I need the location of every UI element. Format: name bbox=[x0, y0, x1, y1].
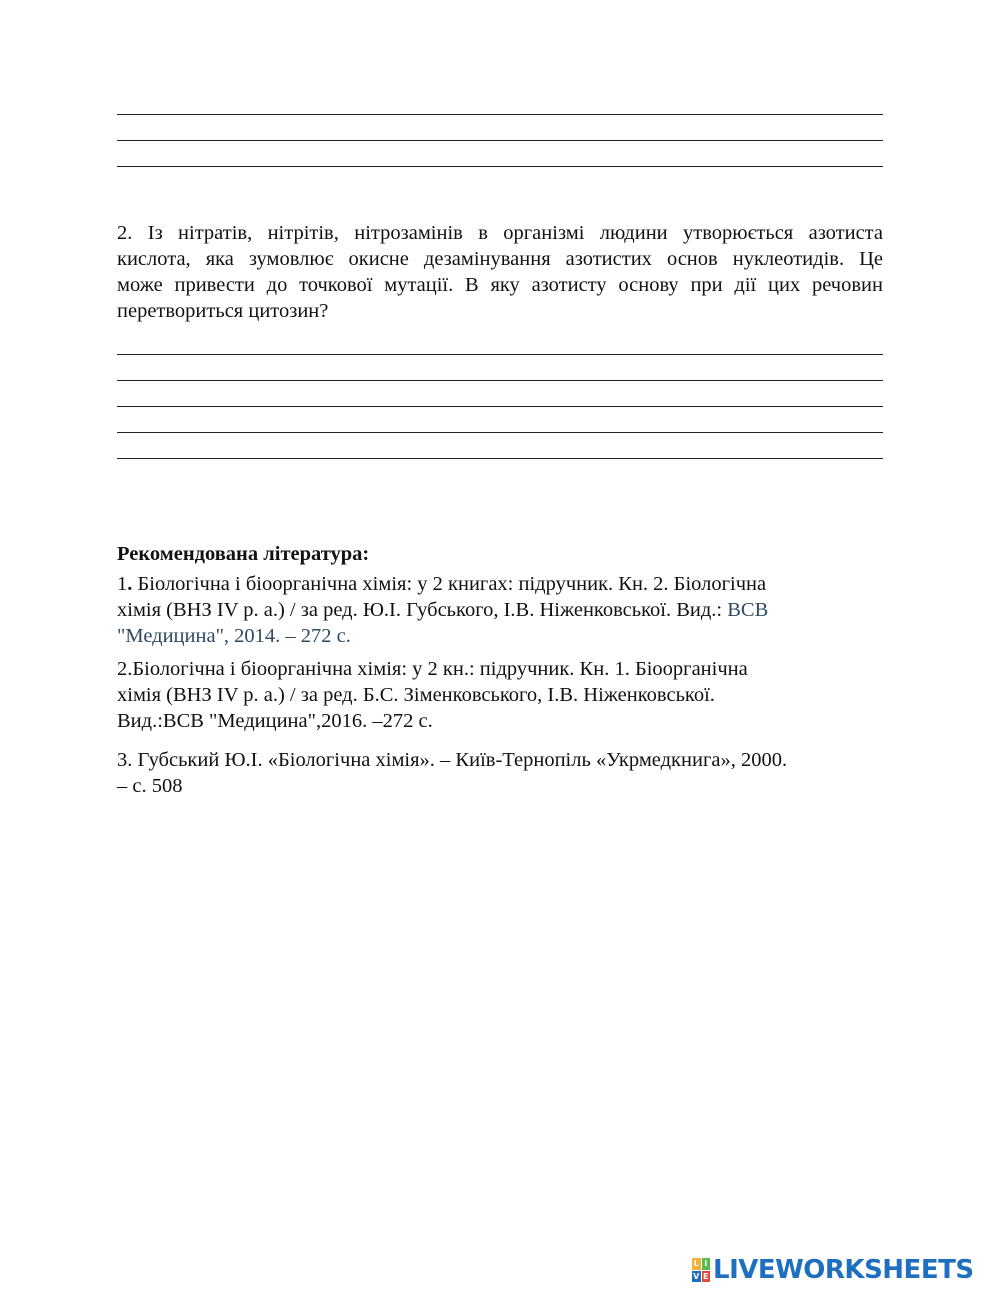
answer-line[interactable] bbox=[117, 406, 883, 407]
answer-line[interactable] bbox=[117, 140, 883, 141]
reference-1 bbox=[117, 571, 768, 649]
reference-text: хімія (ВНЗ IV р. а.) / за ред. Ю.І. Губського, І.В. Ніженковської. Вид.: bbox=[117, 599, 728, 621]
liveworksheets-logo bbox=[692, 1256, 974, 1284]
reference-text: Вид.:ВСВ "Медицина",2016. –272 с. bbox=[117, 710, 433, 732]
question-2 bbox=[117, 220, 883, 324]
reference-number: 1 bbox=[117, 573, 128, 595]
reference-2 bbox=[117, 656, 748, 734]
reference-3 bbox=[117, 747, 787, 799]
logo-mark-icon bbox=[692, 1258, 710, 1282]
reference-text: 2.Біологічна і біоорганічна хімія: у 2 кн.: підручник. Кн. 1. Біоорганічна bbox=[117, 658, 748, 680]
answer-line[interactable] bbox=[117, 458, 883, 459]
publisher-link[interactable]: "Медицина", 2014. – 272 с. bbox=[117, 625, 351, 647]
publisher-link[interactable]: ВСВ bbox=[727, 599, 769, 621]
reference-text: – с. 508 bbox=[117, 775, 183, 797]
logo-mark-cell: E bbox=[703, 1271, 709, 1281]
answer-line[interactable] bbox=[117, 380, 883, 381]
reference-text: хімія (ВНЗ IV р. а.) / за ред. Б.С. Зіменковського, І.В. Ніженковської. bbox=[117, 684, 715, 706]
reference-text: 3. Губський Ю.І. «Біологічна хімія». – Київ-Тернопіль «Укрмедкнига», 2000. bbox=[117, 749, 788, 771]
reference-dot: . bbox=[127, 573, 133, 595]
logo-mark-cell: L bbox=[693, 1259, 699, 1268]
logo-mark-cell: I bbox=[702, 1258, 711, 1270]
question-2-line: може привести до точкової мутації. В яку азотисту основу при дії цих речовин bbox=[117, 274, 883, 296]
answer-line[interactable] bbox=[117, 432, 883, 433]
answer-line[interactable] bbox=[117, 166, 883, 167]
answer-line[interactable] bbox=[117, 114, 883, 115]
answer-line[interactable] bbox=[117, 354, 883, 355]
reference-text: Біологічна і біоорганічна хімія: у 2 книгах: підручник. Кн. 2. Біологічна bbox=[132, 573, 767, 595]
question-2-line: 2. Із нітратів, нітрітів, нітрозамінів в організмі людини утворюється азотиста bbox=[117, 222, 883, 244]
literature-heading: Рекомендована література: bbox=[117, 543, 370, 565]
question-2-line: кислота, яка зумовлює окисне дезамінування азотистих основ нуклеотидів. Це bbox=[117, 248, 883, 270]
question-2-line: перетвориться цитозин? bbox=[117, 300, 329, 322]
logo-mark-cell: V bbox=[693, 1271, 700, 1281]
logo-text: LIVEWORKSHEETS bbox=[713, 1255, 974, 1285]
